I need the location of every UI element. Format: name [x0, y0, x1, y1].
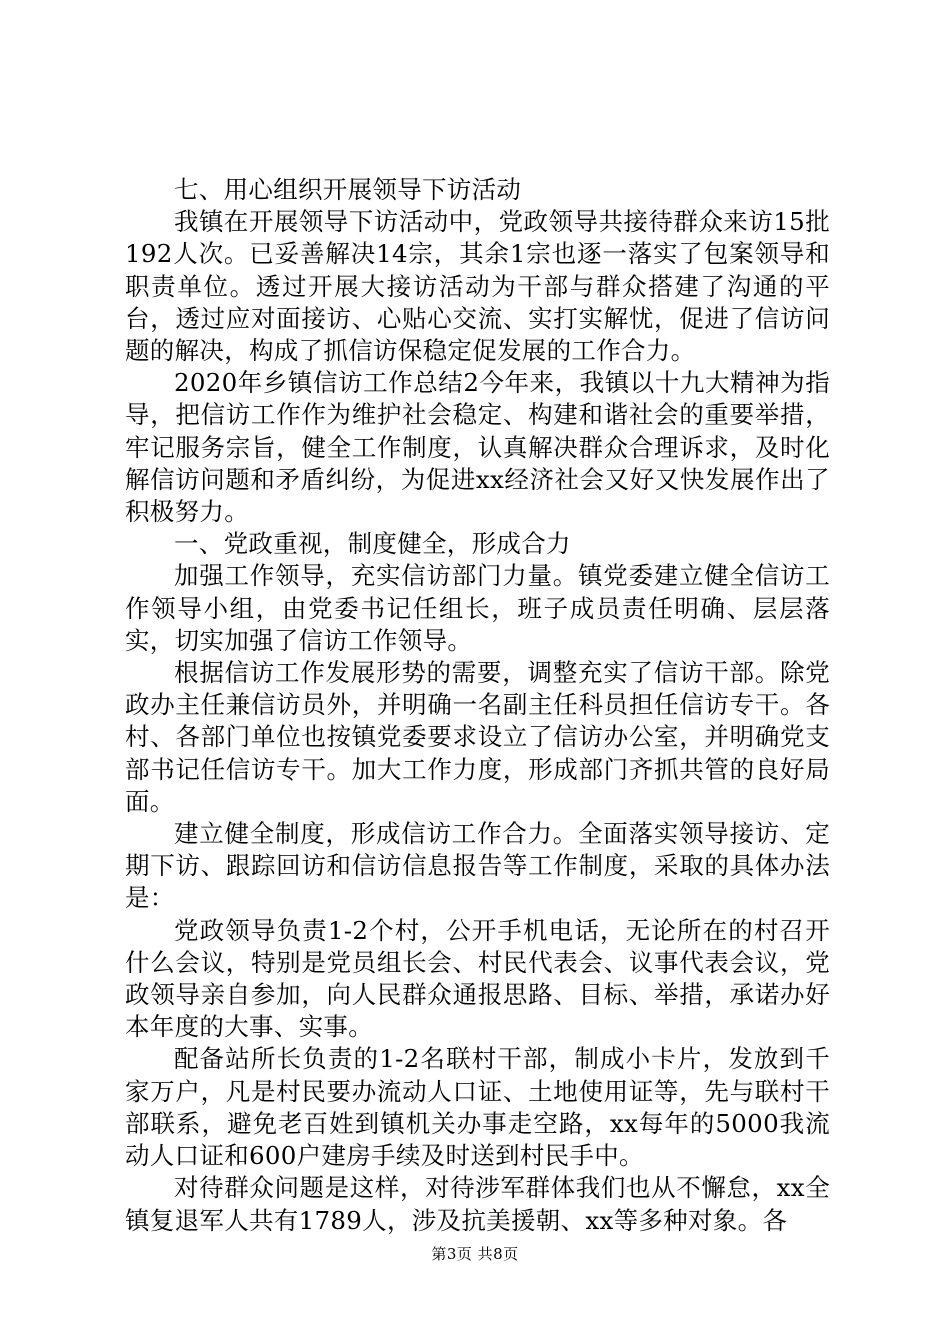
- paragraph-staff: 根据信访工作发展形势的需要，调整充实了信访干部。除党政办主任兼信访员外，并明确一名副主任科员担任信访专干。各村、各部门单位也按镇党委要求设立了信访办公室，并明确党支部书记任信访专干。加大工作力度，形成部门齐抓共管的良好局面。: [125, 658, 830, 816]
- paragraph-summary: 2020年乡镇信访工作总结2今年来，我镇以十九大精神为指导，把信访工作作为维护社会稳定、构建和谐社会的重要举措，牢记服务宗旨，健全工作制度，认真解决群众合理诉求，及时化解信访问题和矛盾纠纷，为促进xx经济社会又好又快发展作出了积极努力。: [125, 368, 830, 527]
- paragraph-system: 建立健全制度，形成信访工作合力。全面落实领导接访、定期下访、跟踪回访和信访信息报告等工作制度，采取的具体办法是：: [125, 819, 830, 913]
- paragraph-leadership: 加强工作领导，充实信访部门力量。镇党委建立健全信访工作领导小组，由党委书记任组长，班子成员责任明确、层层落实，切实加强了信访工作领导。: [125, 561, 830, 655]
- section-heading-seven: 七、用心组织开展领导下访活动: [174, 175, 522, 204]
- paragraph-cards: 配备站所长负责的1-2名联村干部，制成小卡片，发放到千家万户，凡是村民要办流动人口证、土地使用证等，先与联村干部联系，避免老百姓到镇机关办事走空路，xx每年的5000我流动人口证和600户建房手续及时送到村民手中。: [125, 1044, 830, 1171]
- document-body: [125, 174, 830, 1237]
- paragraph-visits: 我镇在开展领导下访活动中，党政领导共接待群众来访15批192人次。已妥善解决14宗，其余1宗也逐一落实了包案领导和职责单位。透过开展大接访活动为干部与群众搭建了沟通的平台，透过应对面接访、心贴心交流、实打实解忧，促进了信访问题的解决，构成了抓信访保稳定促发展的工作合力。: [125, 207, 830, 366]
- section-heading-one: 一、党政重视，制度健全，形成合力: [174, 529, 571, 559]
- page-footer: 第3页 共8页: [431, 1245, 519, 1263]
- paragraph-veterans: 对待群众问题是这样，对待涉军群体我们也从不懈怠，xx全镇复退军人共有1789人，涉及抗美援朝、xx等多种对象。各: [125, 1173, 830, 1235]
- paragraph-villages: 党政领导负责1-2个村，公开手机电话，无论所在的村召开什么会议，特别是党员组长会、村民代表会、议事代表会议，党政领导亲自参加，向人民群众通报思路、目标、举措，承诺办好本年度的大事、实事。: [125, 915, 830, 1042]
